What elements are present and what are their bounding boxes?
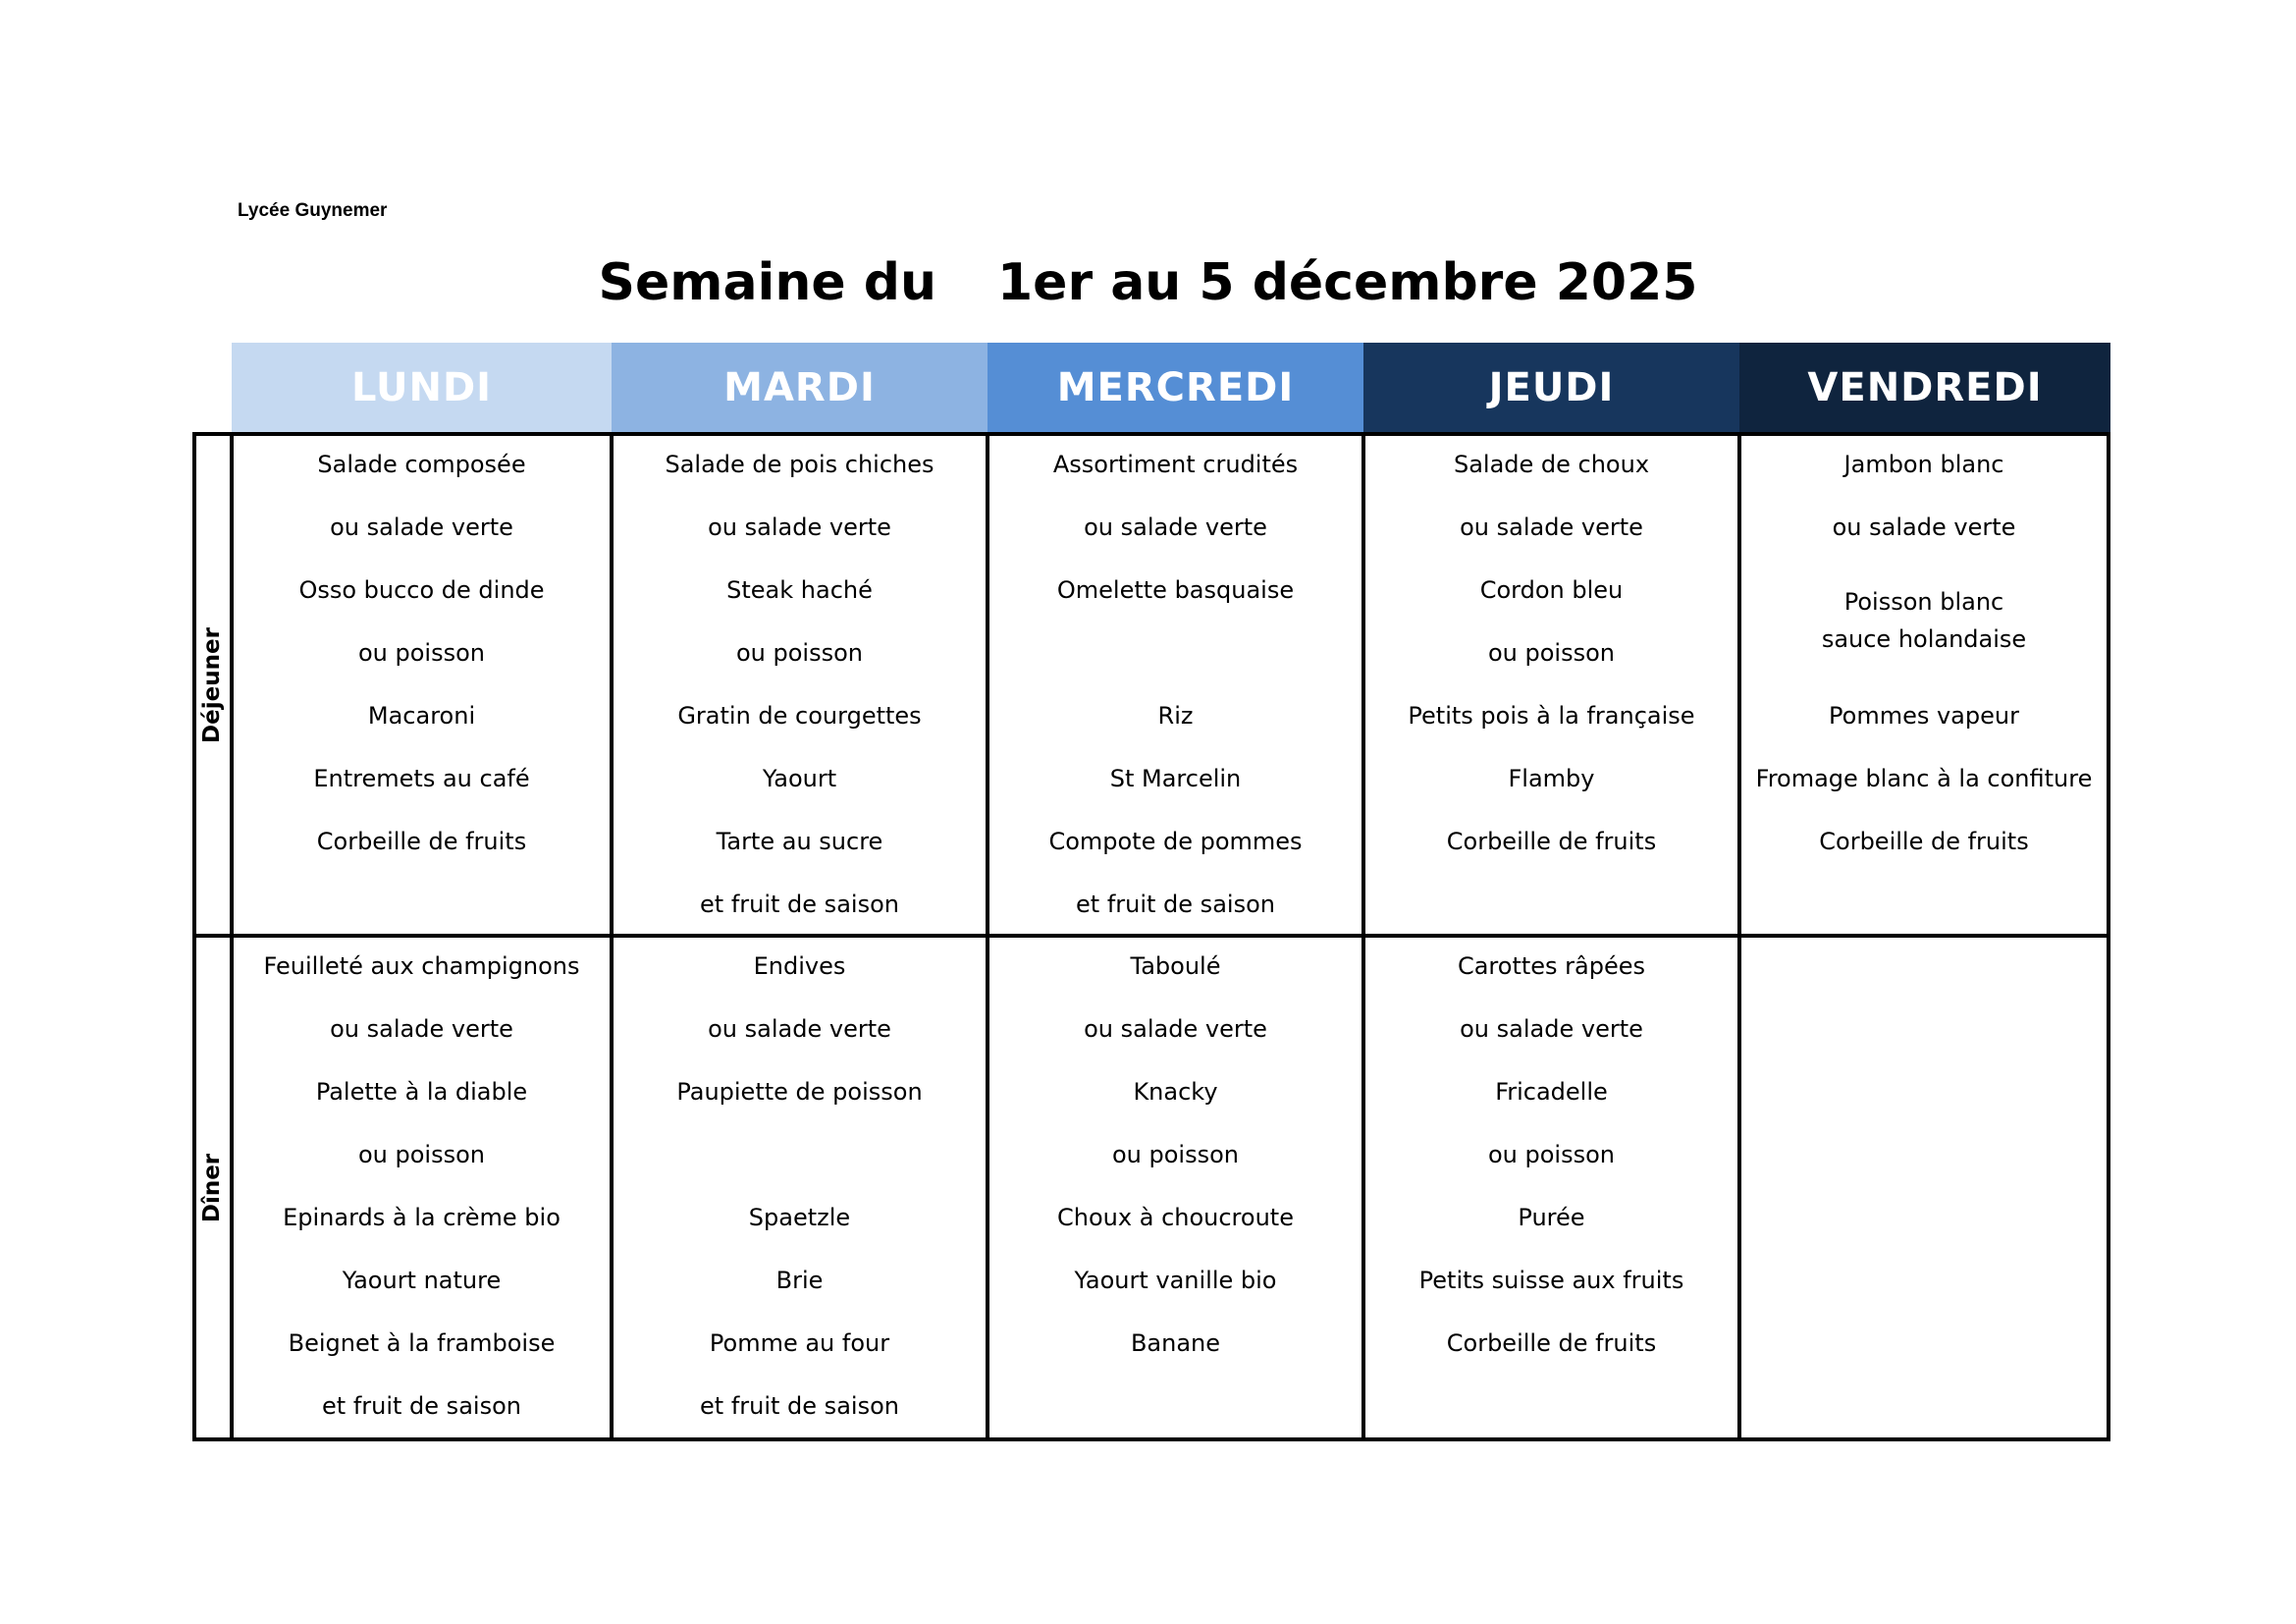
row-label-text: Déjeuner [199, 626, 225, 743]
menu-item: ou salade verte [1832, 514, 2016, 541]
menu-item: Corbeille de fruits [1446, 1329, 1657, 1357]
menu-item: et fruit de saison [1076, 891, 1275, 918]
menu-cell [989, 436, 1362, 932]
day-header-mardi: MARDI [612, 343, 988, 432]
menu-item: ou salade verte [1084, 514, 1267, 541]
menu-item: Salade composée [317, 451, 526, 478]
menu-item: Omelette basquaise [1056, 576, 1295, 604]
menu-item: ou poisson [735, 639, 863, 667]
menu-item: Corbeille de fruits [1446, 828, 1657, 855]
menu-item: Palette à la diable [315, 1078, 528, 1106]
menu-item: Macaroni [367, 702, 476, 730]
menu-item: St Marcelin [1109, 765, 1242, 792]
school-name: Lycée Guynemer [238, 200, 388, 221]
menu-cell [234, 938, 610, 1434]
menu-item: Yaourt vanille bio [1074, 1267, 1277, 1294]
menu-cell [1365, 938, 1737, 1434]
menu-item: ou poisson [357, 1141, 485, 1168]
menu-item: Corbeille de fruits [1819, 828, 2029, 855]
menu-item: Spaetzle [748, 1204, 851, 1231]
day-header-lundi: LUNDI [232, 343, 612, 432]
menu-item: Osso bucco de dinde [298, 576, 545, 604]
menu-item: et fruit de saison [322, 1392, 521, 1420]
title-prefix: Semaine du [598, 253, 936, 312]
menu-item: Petits pois à la française [1408, 702, 1695, 730]
menu-cell [989, 938, 1362, 1434]
menu-item: Tarte au sucre [716, 828, 883, 855]
menu-cell [1365, 436, 1737, 932]
menu-item: Steak haché [726, 576, 873, 604]
menu-item: Knacky [1133, 1078, 1218, 1106]
menu-item: ou poisson [357, 639, 485, 667]
menu-item: Yaourt nature [342, 1267, 502, 1294]
menu-item: ou salade verte [708, 1015, 891, 1043]
row-label-diner [192, 938, 232, 1437]
menu-item: Choux à choucroute [1057, 1204, 1294, 1231]
menu-item: Beignet à la framboise [288, 1329, 556, 1357]
menu-item: Pommes vapeur [1829, 702, 2019, 730]
page-title [0, 253, 2296, 312]
title-dates: 1er au 5 décembre 2025 [997, 253, 1698, 312]
menu-item: Poisson blanc [1843, 588, 2004, 616]
menu-item: Salade de choux [1453, 451, 1650, 478]
menu-item: ou salade verte [1084, 1015, 1267, 1043]
menu-item: Purée [1518, 1204, 1585, 1231]
menu-item: Feuilleté aux champignons [263, 952, 580, 980]
menu-item: Compote de pommes [1048, 828, 1303, 855]
menu-item: Assortiment crudités [1052, 451, 1299, 478]
menu-cell [1741, 436, 2107, 932]
menu-item: Riz [1157, 702, 1194, 730]
menu-cell [234, 436, 610, 932]
menu-item: et fruit de saison [700, 891, 899, 918]
menu-item: ou poisson [1487, 639, 1615, 667]
menu-item: Endives [753, 952, 846, 980]
menu-item: Brie [775, 1267, 824, 1294]
menu-item: Cordon bleu [1479, 576, 1624, 604]
menu-cell [614, 436, 986, 932]
row-label-dejeuner [192, 436, 232, 934]
menu-item: Flamby [1508, 765, 1595, 792]
menu-item: Pomme au four [709, 1329, 890, 1357]
menu-item: ou salade verte [330, 1015, 513, 1043]
row-label-text: Dîner [199, 1153, 226, 1222]
menu-item: Gratin de courgettes [677, 702, 922, 730]
menu-item: Salade de pois chiches [665, 451, 934, 478]
menu-item: et fruit de saison [700, 1392, 899, 1420]
menu-item: ou salade verte [330, 514, 513, 541]
menu-item: Paupiette de poisson [676, 1078, 923, 1106]
menu-item: sauce holandaise [1821, 625, 2027, 653]
menu-item: Yaourt [762, 765, 837, 792]
menu-cell [1741, 938, 2107, 1434]
menu-item: Petits suisse aux fruits [1418, 1267, 1684, 1294]
menu-item: Entremets au café [313, 765, 530, 792]
menu-item: ou poisson [1111, 1141, 1239, 1168]
menu-cell [614, 938, 986, 1434]
day-header-jeudi: JEUDI [1363, 343, 1739, 432]
menu-item: ou poisson [1487, 1141, 1615, 1168]
day-header-vendredi: VENDREDI [1739, 343, 2110, 432]
menu-item: Epinards à la crème bio [283, 1204, 561, 1231]
menu-item: Fricadelle [1495, 1078, 1608, 1106]
menu-item: ou salade verte [1460, 514, 1643, 541]
menu-item: Jambon blanc [1843, 451, 2004, 478]
menu-item: Corbeille de fruits [316, 828, 527, 855]
menu-item: Banane [1130, 1329, 1221, 1357]
menu-item: Taboulé [1130, 952, 1221, 980]
day-header-mercredi: MERCREDI [988, 343, 1363, 432]
menu-item: ou salade verte [1460, 1015, 1643, 1043]
menu-item: Fromage blanc à la confiture [1755, 765, 2093, 792]
menu-item: Carottes râpées [1457, 952, 1646, 980]
menu-item: ou salade verte [708, 514, 891, 541]
